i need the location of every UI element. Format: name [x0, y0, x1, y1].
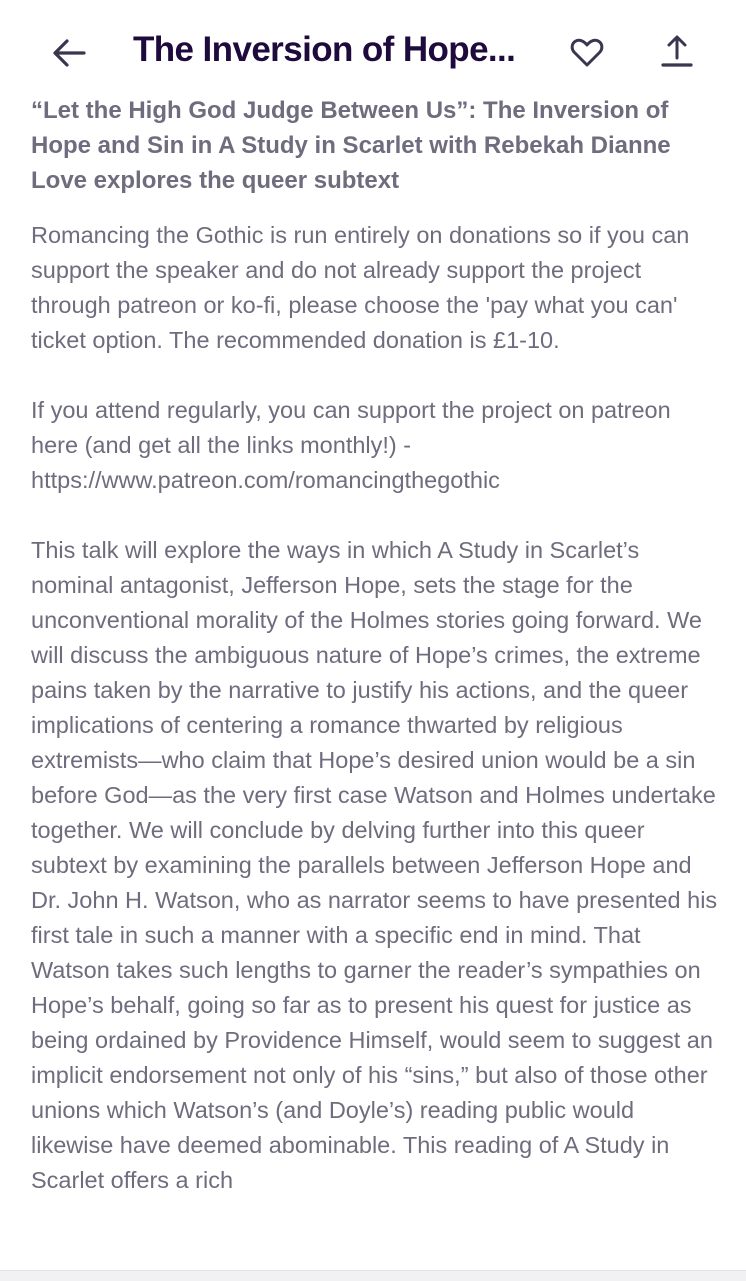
patreon-paragraph: If you attend regularly, you can support the project on patreon here (and get all the links monthly!) - https://www.patreon.com/romancingthegothic — [31, 397, 671, 493]
event-description — [31, 93, 721, 1198]
donation-paragraph: Romancing the Gothic is run entirely on donations so if you can support the speaker and do not already support the project through patreon or ko-fi, please choose the 'pay what you can' ticket option. The recommended donation is £1-10. — [31, 222, 690, 353]
arrow-left-icon — [51, 38, 87, 68]
share-upload-icon — [660, 33, 694, 69]
like-button[interactable] — [564, 30, 610, 76]
event-summary-heading: “Let the High God Judge Between Us”: The Inversion of Hope and Sin in A Study in Scarlet with Rebekah Dianne Love explores the queer subtext — [31, 97, 671, 194]
page-title: The Inversion of Hope... — [133, 30, 516, 69]
share-button[interactable] — [654, 28, 700, 74]
back-button[interactable] — [46, 30, 92, 76]
heart-icon — [570, 38, 604, 68]
bottom-divider — [0, 1270, 746, 1281]
talk-description-paragraph: This talk will explore the ways in which A Study in Scarlet’s nominal antagonist, Jefferson Hope, sets the stage for the unconventional morality of the Holmes stories going forward. We will discuss the ambiguous nature of Hope’s crimes, the extreme pains taken by the narrative to justify his actions, and the queer implications of centering a romance thwarted by religious extremists—who claim that Hope’s desired union would be a sin before God—as the very first case Watson and Holmes undertake together. We will conclude by delving further into this queer subtext by examining the parallels between Jefferson Hope and Dr. John H. Watson, who as narrator seems to have presented his first tale in such a manner with a specific end in mind. That Watson takes such lengths to garner the reader’s sympathies on Hope’s behalf, going so far as to present his quest for justice as being ordained by Providence Himself, would seem to suggest an implicit endorsement not only of his “sins,” but also of those other unions which Watson’s (and Doyle’s) reading public would likewise have deemed abominable. This reading of A Study in Scarlet offers a rich — [31, 537, 718, 1193]
top-app-bar — [0, 0, 746, 100]
